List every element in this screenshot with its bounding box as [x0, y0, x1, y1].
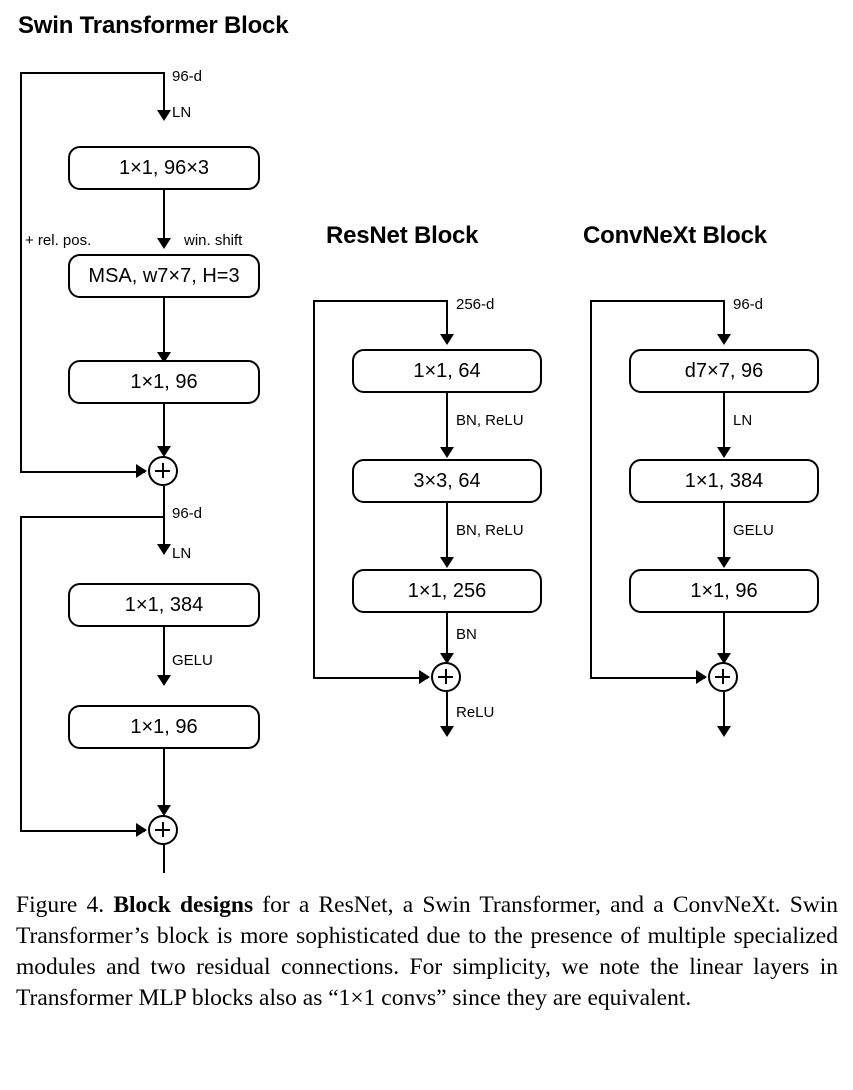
resnet-input-label: 256-d	[456, 296, 495, 313]
convnext-edge-1-2-arrowhead	[717, 447, 731, 458]
swin-residual1-arrowhead	[136, 464, 147, 478]
convnext-residual-top	[590, 300, 725, 302]
swin-edge-label-relpos: + rel. pos.	[25, 232, 92, 249]
resnet-output-stem	[446, 692, 448, 730]
resnet-edge-1-2-arrowhead	[440, 447, 454, 458]
convnext-node-3: 1×1, 96	[629, 569, 819, 613]
resnet-node-2: 3×3, 64	[352, 459, 542, 503]
convnext-output-stem	[723, 692, 725, 730]
swin-edge-label-gelu: GELU	[172, 652, 213, 669]
swin-input-label: 96-d	[172, 68, 203, 85]
swin-node-4: 1×1, 384	[68, 583, 260, 627]
convnext-edge-label-gelu: GELU	[733, 522, 774, 539]
swin-node-1: 1×1, 96×3	[68, 146, 260, 190]
caption-body: for a ResNet, a Swin Transformer, and a ConvNeXt. Swin Transformer’s block is more sophisticated due to the presence of multiple specialized modules and two residual connections. For simplicity, we note the linear layers in Transformer MLP blocks also as “1×1 convs” since they are equivalent.	[16, 892, 839, 1012]
swin-edge-4-5-arrowhead	[157, 675, 171, 686]
swin-node-5: 1×1, 96	[68, 705, 260, 749]
swin-edge-label-winshift: win. shift	[184, 232, 243, 249]
resnet-residual-bottom	[313, 677, 428, 679]
swin-node-3: 1×1, 96	[68, 360, 260, 404]
swin-edge-2-3	[163, 298, 165, 356]
column-title-swin: Swin Transformer Block	[18, 12, 289, 39]
swin-input-arrowhead	[157, 110, 171, 121]
swin-output-stem	[163, 845, 165, 873]
convnext-edge-label-ln: LN	[733, 412, 753, 429]
column-title-resnet: ResNet Block	[326, 222, 479, 249]
convnext-output-arrowhead	[717, 726, 731, 737]
swin-edge-5-add2	[163, 749, 165, 813]
swin-residual2-arrowhead	[136, 823, 147, 837]
resnet-output-arrowhead	[440, 726, 454, 737]
resnet-edge-2-3-arrowhead	[440, 557, 454, 568]
swin-node-2: MSA, w7×7, H=3	[68, 254, 260, 298]
resnet-node-1: 1×1, 64	[352, 349, 542, 393]
resnet-residual-arrowhead	[419, 670, 430, 684]
convnext-edge-2-3	[723, 503, 725, 561]
convnext-node-1: d7×7, 96	[629, 349, 819, 393]
swin-residual1-top	[20, 72, 165, 74]
swin-edge-add1-arrowhead	[157, 544, 171, 555]
convnext-node-2: 1×1, 384	[629, 459, 819, 503]
resnet-input-stem	[446, 300, 448, 338]
resnet-edge-2-3	[446, 503, 448, 561]
convnext-residual-arrowhead	[696, 670, 707, 684]
resnet-edge-label-bn: BN	[456, 626, 477, 643]
resnet-edge-label-relu: ReLU	[456, 704, 495, 721]
swin-residual2-left	[20, 516, 22, 831]
caption-number: Figure 4.	[16, 892, 105, 918]
swin-input-stem	[163, 72, 165, 114]
resnet-residual-top	[313, 300, 448, 302]
swin-residual2-top	[20, 516, 165, 518]
figure-caption	[16, 890, 838, 1014]
swin-add-node-1	[148, 456, 178, 486]
convnext-input-label: 96-d	[733, 296, 764, 313]
convnext-edge-2-3-arrowhead	[717, 557, 731, 568]
swin-mid-dim-label: 96-d	[172, 505, 203, 522]
convnext-input-arrowhead	[717, 334, 731, 345]
resnet-residual-left	[313, 300, 315, 678]
resnet-edge-label-bnrelu-1: BN, ReLU	[456, 412, 524, 429]
swin-residual2-bottom	[20, 830, 145, 832]
resnet-add-node	[431, 662, 461, 692]
swin-residual1-left	[20, 72, 22, 472]
swin-edge-1-2-arrowhead	[157, 238, 171, 249]
convnext-residual-bottom	[590, 677, 705, 679]
resnet-node-3: 1×1, 256	[352, 569, 542, 613]
swin-edge-1-2	[163, 190, 165, 242]
swin-edge-label-ln1: LN	[172, 104, 192, 121]
resnet-edge-1-2	[446, 393, 448, 451]
swin-add-node-2	[148, 815, 178, 845]
swin-residual1-bottom	[20, 471, 145, 473]
swin-edge-4-5	[163, 627, 165, 679]
resnet-edge-label-bnrelu-2: BN, ReLU	[456, 522, 524, 539]
swin-edge-label-ln2: LN	[172, 545, 192, 562]
resnet-input-arrowhead	[440, 334, 454, 345]
caption-bold-lead: Block designs	[113, 892, 254, 918]
convnext-add-node	[708, 662, 738, 692]
convnext-input-stem	[723, 300, 725, 338]
convnext-residual-left	[590, 300, 592, 678]
column-title-convnext: ConvNeXt Block	[583, 222, 767, 249]
convnext-edge-1-2	[723, 393, 725, 451]
